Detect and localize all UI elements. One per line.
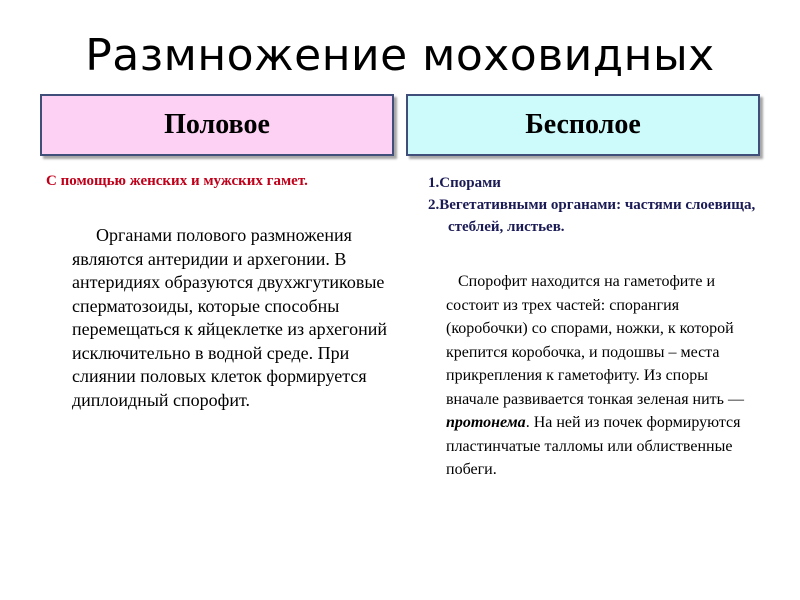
sexual-reproduction-text: [72, 224, 392, 412]
sexual-reproduction-body: Органами полового размножения являются антеридии и архегонии. В антеридиях образуются двухжгутиковые сперматозоиды, которые способны перемещаться к яйцеклетке из архегоний исключительно в водной среде. При слиянии половых клеток формируется диплоидный спорофит.: [72, 225, 387, 410]
sexual-reproduction-subtitle: С помощью женских и мужских гамет.: [46, 173, 308, 189]
sexual-reproduction-header: [40, 94, 394, 156]
asexual-reproduction-header: [406, 94, 760, 156]
sporophyte-text-part1: Спорофит находится на гаметофите и состоит из трех частей: спорангия (коробочки) со спорами, ножки, к которой крепится коробочка, и подошвы – места прикрепления к гаметофиту. Из споры вначале развивается тонкая зеленая нить —: [446, 273, 744, 408]
list-item-number: 2.: [428, 197, 440, 213]
list-item-number: 1.: [428, 175, 440, 191]
list-item: [428, 172, 758, 194]
sporophyte-text-part2: . На ней из почек формируются пластинчатые талломы или облиственные побеги.: [446, 414, 741, 478]
list-item-text: Спорами: [439, 175, 501, 191]
page-title: Размножение моховидных: [85, 30, 715, 81]
list-item-text: Вегетативными органами: частями слоевища, стеблей, листьев.: [439, 197, 756, 235]
asexual-reproduction-header-label: Бесполое: [525, 109, 641, 140]
asexual-methods-list: [428, 172, 758, 238]
protonema-term: протонема: [446, 414, 526, 431]
sporophyte-description: [446, 270, 762, 482]
sexual-reproduction-header-label: Половое: [164, 109, 270, 140]
list-item: [428, 194, 758, 238]
